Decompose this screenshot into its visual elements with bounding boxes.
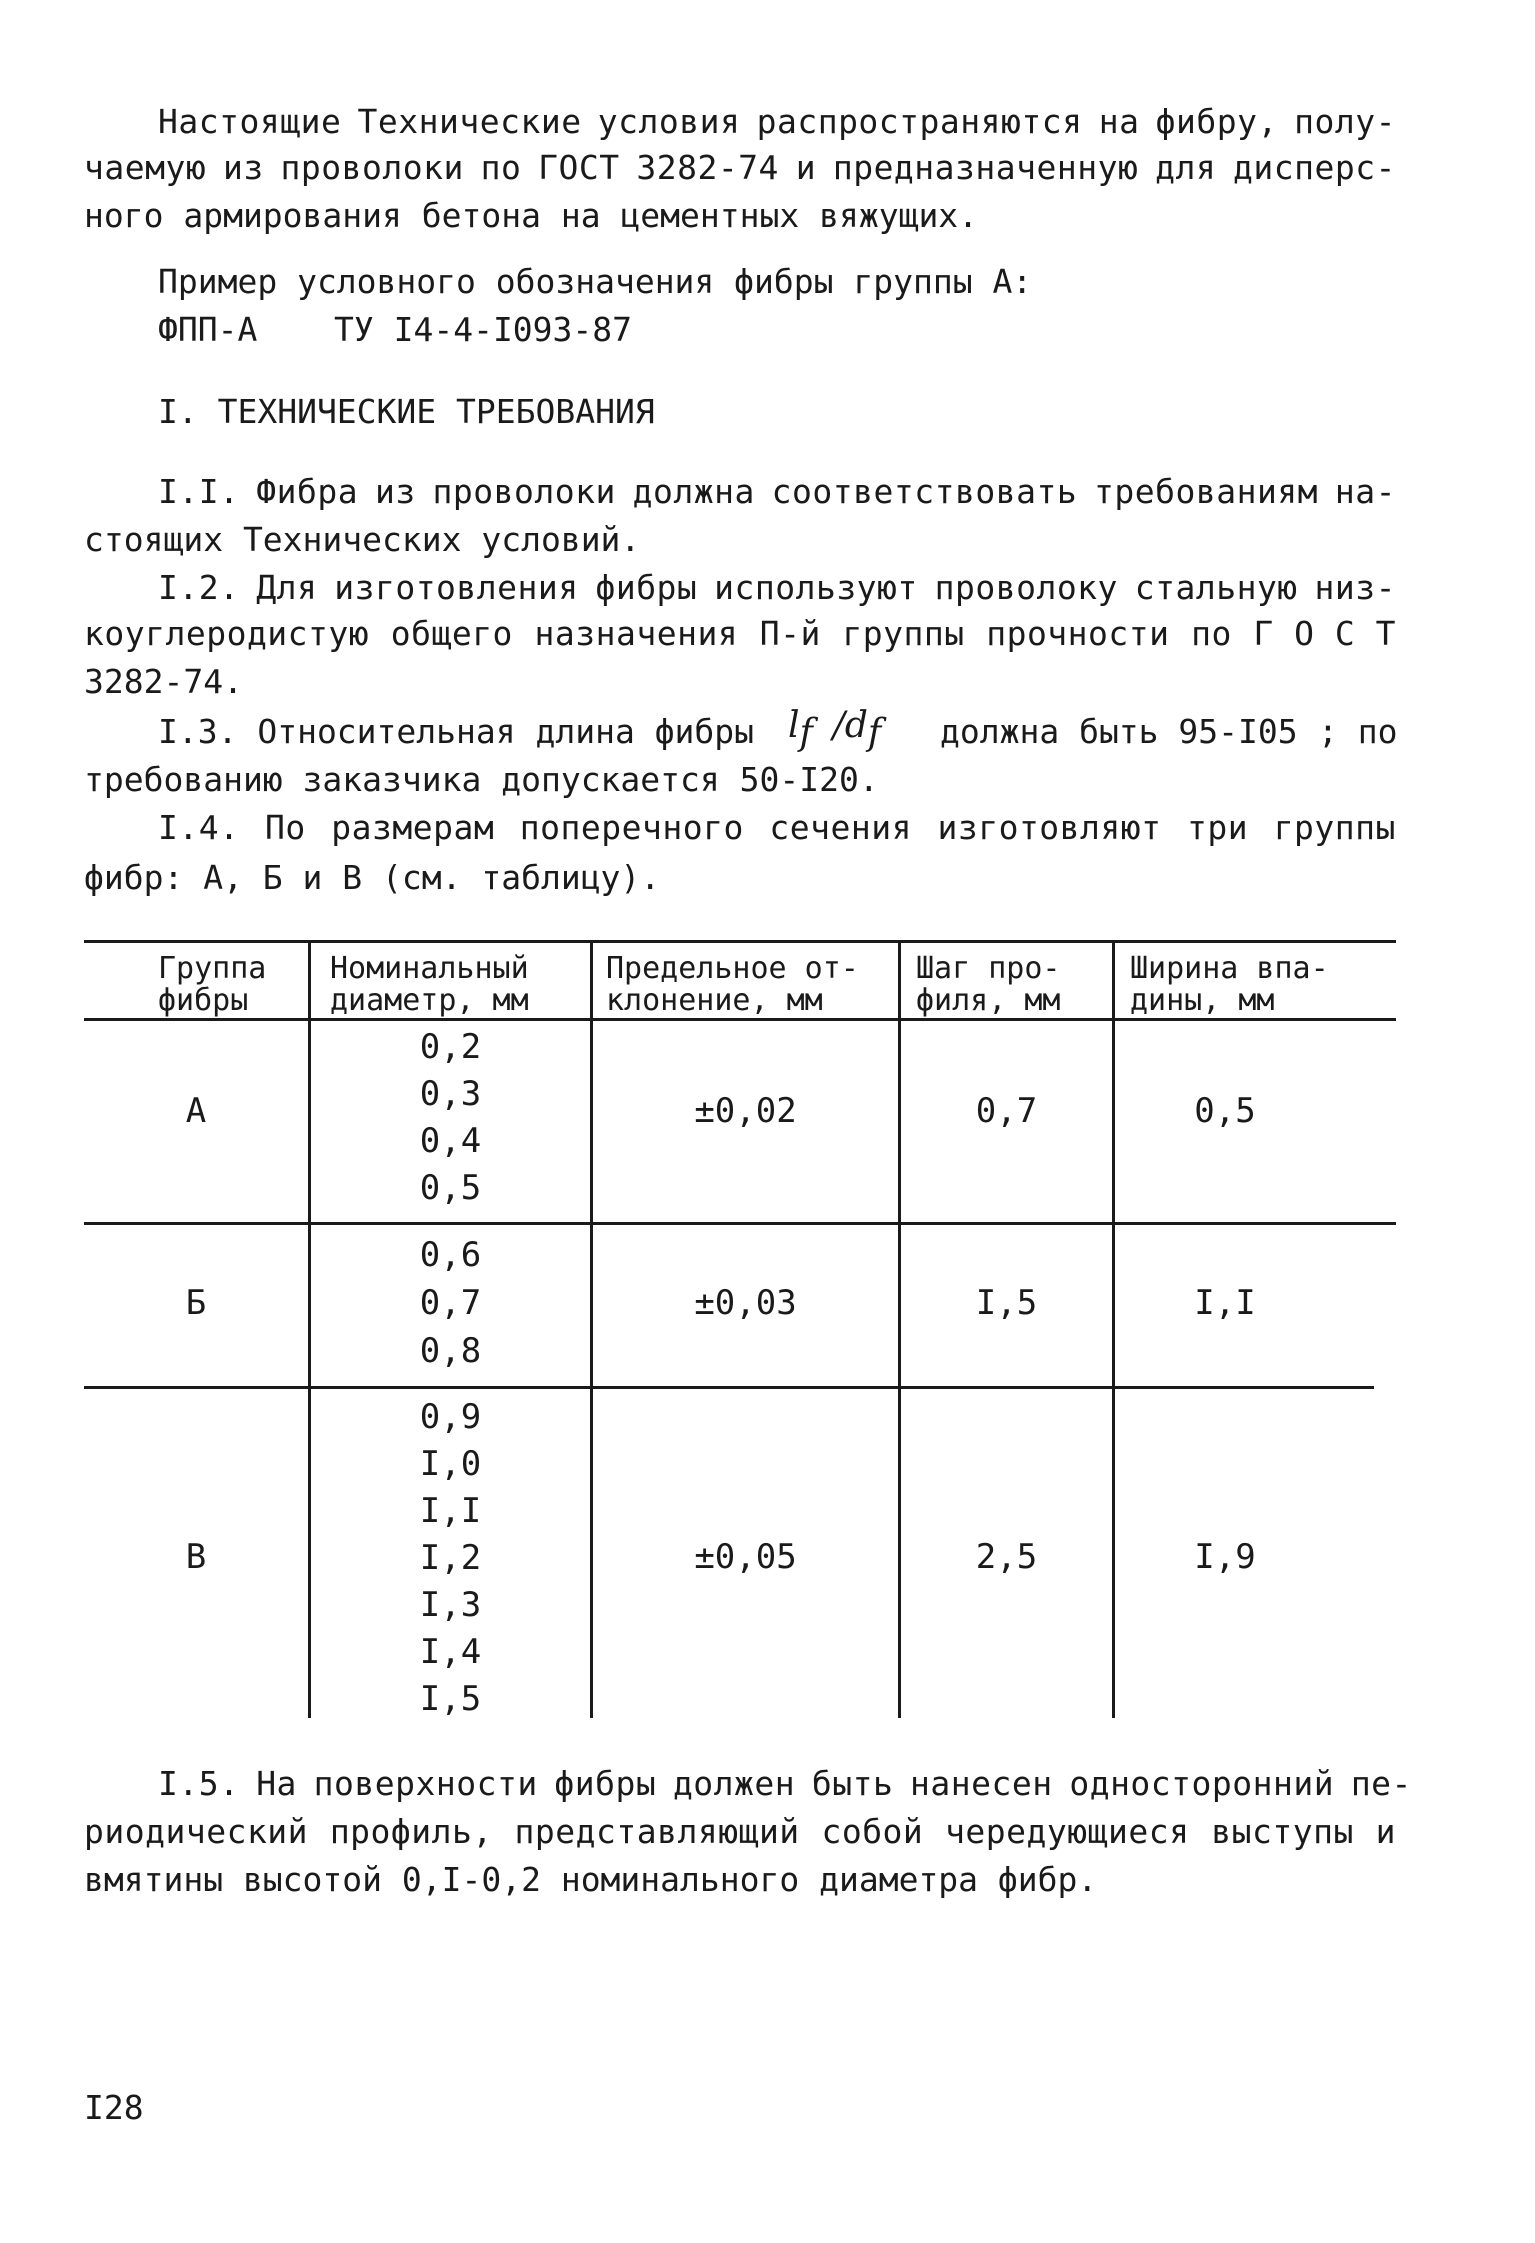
intro-line-1 <box>158 102 1396 142</box>
word: на <box>1098 102 1140 141</box>
row-b-group: Б <box>185 1283 207 1323</box>
header-deviation-1: Предельное от- <box>606 951 859 986</box>
word: чередующиеся <box>945 1812 1190 1851</box>
clause-1-5-line-1 <box>158 1764 1412 1804</box>
word: фибры <box>554 1764 657 1803</box>
word: распространяются <box>756 102 1083 141</box>
row-b-diameter: 0,6 <box>419 1235 482 1275</box>
clause-1-3-prefix: I.3. Относительная длина фибры <box>158 712 755 751</box>
word: 3282-74 <box>636 148 779 187</box>
clause-1-2-line-3: 3282-74. <box>84 662 243 701</box>
word: дисперс- <box>1232 148 1396 187</box>
word: чаемую <box>84 148 207 187</box>
word: I.2. <box>158 568 240 607</box>
header-width-2: дины, мм <box>1130 983 1275 1018</box>
row-v-diameter: I,4 <box>419 1632 482 1672</box>
row-a-width: 0,5 <box>1194 1091 1256 1131</box>
word: проволоки <box>432 472 616 511</box>
clause-1-3-suffix: должна быть 95-I05 <box>940 712 1298 751</box>
row-a-diameter: 0,5 <box>419 1168 482 1208</box>
header-deviation-2: клонение, мм <box>606 983 823 1018</box>
word: П-й <box>759 614 821 653</box>
clause-1-2-line-1 <box>158 568 1396 608</box>
row-v-deviation: ±0,05 <box>694 1537 797 1577</box>
word: для <box>1155 148 1217 187</box>
word: и <box>1375 1812 1396 1851</box>
word: фибры <box>595 568 698 607</box>
header-group-2: фибры <box>158 983 249 1018</box>
table-row-rule <box>84 1222 1396 1225</box>
word: группы <box>1273 808 1396 847</box>
clause-1-3-line-2: требованию заказчика допускается 50-I20. <box>84 760 879 799</box>
formula-d: d <box>844 705 868 746</box>
word: I.5. <box>158 1764 240 1803</box>
clause-1-1-line-2: стоящих Технических условий. <box>84 520 641 559</box>
word: ГОСТ <box>538 148 620 187</box>
word: быть <box>811 1764 894 1803</box>
intro-line-2 <box>84 148 1396 188</box>
row-v-width: I,9 <box>1194 1537 1256 1577</box>
row-b-width: I,I <box>1194 1283 1256 1323</box>
word: по <box>1191 614 1232 653</box>
table-column-rule <box>898 942 901 1718</box>
row-v-diameter: I,0 <box>419 1444 482 1484</box>
word: выступы <box>1211 1812 1354 1851</box>
word: сечения <box>769 808 912 847</box>
header-width-1: Ширина впа- <box>1130 951 1329 986</box>
word: нанесен <box>910 1764 1053 1803</box>
example-spec: ТУ I4-4-I093-87 <box>334 310 633 349</box>
row-v-diameter: I,3 <box>419 1585 482 1625</box>
row-b-deviation: ±0,03 <box>694 1283 797 1323</box>
row-b-diameter: 0,7 <box>419 1283 482 1323</box>
word: односторонний <box>1069 1764 1335 1803</box>
formula-l: l <box>788 705 800 746</box>
row-b-diameter: 0,8 <box>419 1331 482 1371</box>
row-v-diameter: I,2 <box>419 1538 482 1578</box>
clause-1-2-line-2 <box>84 614 1396 654</box>
row-v-diameter: I,5 <box>419 1679 482 1719</box>
word: Для <box>256 568 318 607</box>
word: соответствовать <box>771 472 1078 511</box>
table-column-rule <box>590 942 593 1718</box>
word: профиль, <box>329 1812 493 1851</box>
word: I.I. <box>158 472 240 511</box>
word: риодический <box>84 1812 309 1851</box>
header-pitch-2: филя, мм <box>916 983 1061 1018</box>
section-title: I. ТЕХНИЧЕСКИЕ ТРЕБОВАНИЯ <box>158 392 655 431</box>
word: должен <box>672 1764 796 1803</box>
row-a-diameter: 0,3 <box>419 1074 482 1114</box>
word: Г О С Т <box>1253 614 1396 653</box>
length-ratio-formula <box>788 706 881 754</box>
word: должна <box>632 472 755 511</box>
word: собой <box>821 1812 924 1851</box>
word: на- <box>1334 472 1396 511</box>
word: из <box>222 148 264 187</box>
formula-sub-f: f <box>799 712 813 754</box>
clause-1-5-line-3: вмятины высотой 0,I-0,2 номинального диаметра фибр. <box>84 1860 1098 1899</box>
word: I.4. <box>158 808 240 847</box>
row-b-pitch: I,5 <box>975 1283 1038 1323</box>
word: пе- <box>1350 1764 1412 1803</box>
word: коуглеродистую <box>84 614 370 653</box>
word: изготовления <box>334 568 579 607</box>
word: поперечного <box>519 808 744 847</box>
header-diameter-2: диаметр, мм <box>330 983 529 1018</box>
word: изготовляют <box>937 808 1162 847</box>
word: Технические <box>357 102 582 141</box>
row-v-diameter: 0,9 <box>419 1397 482 1437</box>
clause-1-3-tail: ; по <box>1318 712 1398 751</box>
formula-sub-f: f <box>867 712 882 754</box>
clause-1-5-line-2 <box>84 1812 1396 1852</box>
intro-line-3: ного армирования бетона на цементных вяжущих. <box>84 196 979 235</box>
word: три <box>1187 808 1249 847</box>
word: по <box>480 148 522 187</box>
formula-slash: / <box>832 705 845 746</box>
table-row-rule <box>84 1386 1374 1389</box>
example-label: Пример условного обозначения фибры группы А: <box>158 262 1033 301</box>
clause-1-4-line-1 <box>158 808 1396 848</box>
row-a-pitch: 0,7 <box>975 1091 1038 1131</box>
word: условия <box>597 102 741 141</box>
table-header-rule <box>84 1018 1396 1021</box>
row-a-deviation: ±0,02 <box>694 1091 797 1131</box>
word: низ- <box>1314 568 1396 607</box>
example-designation: ФПП-А <box>158 310 258 349</box>
row-v-pitch: 2,5 <box>975 1537 1038 1577</box>
word: назначения <box>534 614 739 653</box>
row-v-group: В <box>185 1537 207 1577</box>
word: представляющий <box>514 1812 800 1851</box>
word: полу- <box>1294 102 1396 141</box>
word: используют <box>714 568 918 607</box>
word: требованиям <box>1094 472 1319 511</box>
word: На <box>256 1764 297 1803</box>
word: проволоки <box>280 148 464 187</box>
table-column-rule <box>1112 942 1115 1718</box>
word: Настоящие <box>158 102 342 141</box>
header-pitch-1: Шаг про- <box>916 951 1061 986</box>
word: и <box>795 148 817 187</box>
word: из <box>374 472 416 511</box>
word: прочности <box>986 614 1170 653</box>
word: размерам <box>331 808 495 847</box>
page-number: I28 <box>84 2088 144 2127</box>
word: Фибра <box>256 472 359 511</box>
word: группы <box>842 614 965 653</box>
word: общего <box>390 614 513 653</box>
table-top-rule <box>84 940 1396 943</box>
header-diameter-1: Номинальный <box>330 951 529 986</box>
word: предназначенную <box>832 148 1139 187</box>
clause-1-1-line-1 <box>158 472 1396 512</box>
header-group-1: Группа <box>158 951 267 986</box>
row-a-diameter: 0,4 <box>419 1121 482 1161</box>
word: проволоку <box>934 568 1118 607</box>
word: стальную <box>1134 568 1298 607</box>
clause-1-4-line-2: фибр: А, Б и В (см. таблицу). <box>84 858 661 897</box>
row-a-group: А <box>185 1091 207 1131</box>
row-a-diameter: 0,2 <box>419 1027 482 1067</box>
word: поверхности <box>313 1764 538 1803</box>
row-v-diameter: I,I <box>419 1491 482 1531</box>
word: фибру, <box>1155 102 1278 141</box>
word: По <box>265 808 306 847</box>
